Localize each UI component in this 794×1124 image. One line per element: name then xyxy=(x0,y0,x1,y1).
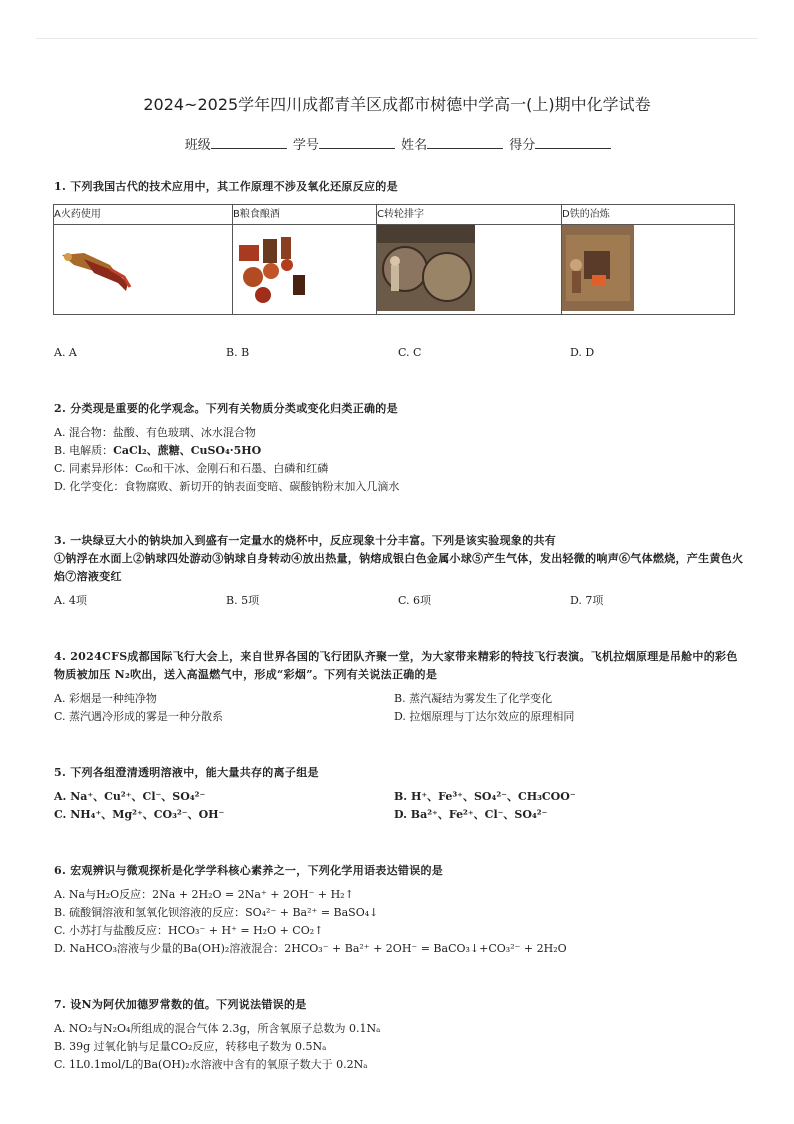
q6-option-c[interactable]: C. 小苏打与盐酸反应：HCO₃⁻ + H⁺ = H₂O + CO₂↑ xyxy=(54,924,324,937)
table-header-b: B粮食酿酒 xyxy=(233,205,377,225)
q7-option-b[interactable]: B. 39g 过氧化钠与足量CO₂反应，转移电子数为 0.5Nₐ xyxy=(54,1040,327,1053)
q7-option-a[interactable]: A. NO₂与N₂O₄所组成的混合气体 2.3g，所含氧原子总数为 0.1Nₐ xyxy=(54,1022,381,1035)
score-label: 得分 xyxy=(509,138,536,153)
id-blank[interactable] xyxy=(319,136,395,149)
gunpowder-image xyxy=(54,225,233,315)
q1-option-c[interactable]: C. C xyxy=(398,346,422,359)
movable-type-illustration xyxy=(377,225,475,311)
q6-option-b[interactable]: B. 硫酸铜溶液和氢氧化钡溶液的反应：SO₄²⁻ + Ba²⁺ = BaSO₄↓ xyxy=(54,906,379,919)
brewing-illustration xyxy=(233,225,376,311)
brewing-image xyxy=(233,225,377,315)
question-1-image-table xyxy=(53,204,735,315)
table-header-c: C转轮排字 xyxy=(377,205,562,225)
q3-option-d[interactable]: D. 7项 xyxy=(570,594,604,607)
table-header-a: A火药使用 xyxy=(54,205,233,225)
question-5-stem: 5. 下列各组澄清透明溶液中，能大量共存的离子组是 xyxy=(54,766,319,779)
student-info-line xyxy=(0,134,794,153)
q1-option-a[interactable]: A. A xyxy=(54,346,77,359)
question-4 xyxy=(54,648,744,726)
q6-option-a[interactable]: A. Na与H₂O反应：2Na + 2H₂O = 2Na⁺ + 2OH⁻ + H₂↑ xyxy=(54,888,354,901)
table-header-d: D铁的冶炼 xyxy=(562,205,735,225)
iron-smelting-illustration xyxy=(562,225,634,311)
q2-option-c-text: C₆₀和干冰、金刚石和石墨、白磷和红磷 xyxy=(135,462,329,475)
movable-type-image xyxy=(377,225,562,315)
q2-option-d[interactable]: D. 化学变化：食物腐败、新切开的钠表面变暗、碳酸钠粉末加入几滴水 xyxy=(54,480,400,493)
q2-option-b[interactable] xyxy=(54,442,744,460)
question-7 xyxy=(54,996,744,1074)
question-1-options xyxy=(54,344,744,362)
id-label: 学号 xyxy=(292,138,319,153)
top-divider xyxy=(36,38,758,39)
q4-option-d[interactable]: D. 拉烟原理与丁达尔效应的原理相同 xyxy=(394,710,575,723)
class-blank[interactable] xyxy=(211,136,287,149)
q4-option-a[interactable]: A. 彩烟是一种纯净物 xyxy=(54,692,157,705)
name-label: 姓名 xyxy=(401,138,428,153)
q3-option-a[interactable]: A. 4项 xyxy=(54,594,87,607)
q2-option-c[interactable] xyxy=(54,460,744,478)
question-1-stem: 1. 下列我国古代的技术应用中，其工作原理不涉及氧化还原反应的是 xyxy=(54,180,398,193)
q4-option-b[interactable]: B. 蒸汽凝结为雾发生了化学变化 xyxy=(394,692,553,705)
q2-option-c-prefix: C. 同素异形体： xyxy=(54,462,136,475)
question-3 xyxy=(54,532,744,610)
question-3-detail: ①钠浮在水面上②钠球四处游动③钠球自身转动④放出热量，钠熔成银白色金属小球⑤产生气体，发出轻微的响声⑥气体燃烧，产生黄色火焰⑦溶液变红 xyxy=(54,552,744,583)
q2-option-a[interactable]: A. 混合物：盐酸、有色玻璃、冰水混合物 xyxy=(54,426,256,439)
q1-option-b[interactable]: B. B xyxy=(226,346,250,359)
q2-option-b-prefix: B. 电解质： xyxy=(54,444,114,457)
q6-option-d[interactable]: D. NaHCO₃溶液与少量的Ba(OH)₂溶液混合：2HCO₃⁻ + Ba²⁺ + 2OH⁻ = BaCO₃↓+CO₃²⁻ + 2H₂O xyxy=(54,942,567,955)
gunpowder-illustration xyxy=(54,225,232,311)
question-7-stem: 7. 设N为阿伏加德罗常数的值。下列说法错误的是 xyxy=(54,998,307,1011)
question-3-stem: 3. 一块绿豆大小的钠块加入到盛有一定量水的烧杯中，反应现象十分丰富。下列是该实验现象的共有 xyxy=(54,534,557,547)
class-label: 班级 xyxy=(184,138,211,153)
q2-option-b-formula: CaCl₂、蔗糖、CuSO₄·5HO xyxy=(113,444,262,457)
question-1 xyxy=(54,178,744,196)
q5-option-d[interactable]: D. Ba²⁺、Fe²⁺、Cl⁻、SO₄²⁻ xyxy=(394,808,548,821)
q5-option-b[interactable]: B. H⁺、Fe³⁺、SO₄²⁻、CH₃COO⁻ xyxy=(394,790,576,803)
q1-option-d[interactable]: D. D xyxy=(570,346,595,359)
q4-option-c[interactable]: C. 蒸汽遇冷形成的雾是一种分散系 xyxy=(54,710,224,723)
question-5 xyxy=(54,764,744,824)
score-blank[interactable] xyxy=(535,136,611,149)
q5-option-a[interactable]: A. Na⁺、Cu²⁺、Cl⁻、SO₄²⁻ xyxy=(54,790,206,803)
q5-option-c[interactable]: C. NH₄⁺、Mg²⁺、CO₃²⁻、OH⁻ xyxy=(54,808,225,821)
q7-option-c[interactable]: C. 1L0.1mol/L的Ba(OH)₂水溶液中含有的氧原子数大于 0.2Nₐ xyxy=(54,1058,368,1071)
page-title: 2024~2025学年四川成都青羊区成都市树德中学高一(上)期中化学试卷 xyxy=(143,95,651,114)
question-6 xyxy=(54,862,744,958)
q3-option-c[interactable]: C. 6项 xyxy=(398,594,432,607)
question-2-stem: 2. 分类现是重要的化学观念。下列有关物质分类或变化归类正确的是 xyxy=(54,402,398,415)
iron-smelting-image xyxy=(562,225,735,315)
question-4-stem: 4. 2024CFS成都国际飞行大会上，来自世界各国的飞行团队齐聚一堂，为大家带来精彩的特技飞行表演。飞机拉烟原理是吊舱中的彩色物质被加压 N₂吹出，送入高温燃气中，形成“彩烟”。下列有关说法正确的是 xyxy=(54,650,738,681)
q3-option-b[interactable]: B. 5项 xyxy=(226,594,260,607)
name-blank[interactable] xyxy=(427,136,503,149)
question-2 xyxy=(54,400,744,496)
question-6-stem: 6. 宏观辨识与微观探析是化学学科核心素养之一，下列化学用语表达错误的是 xyxy=(54,864,444,877)
